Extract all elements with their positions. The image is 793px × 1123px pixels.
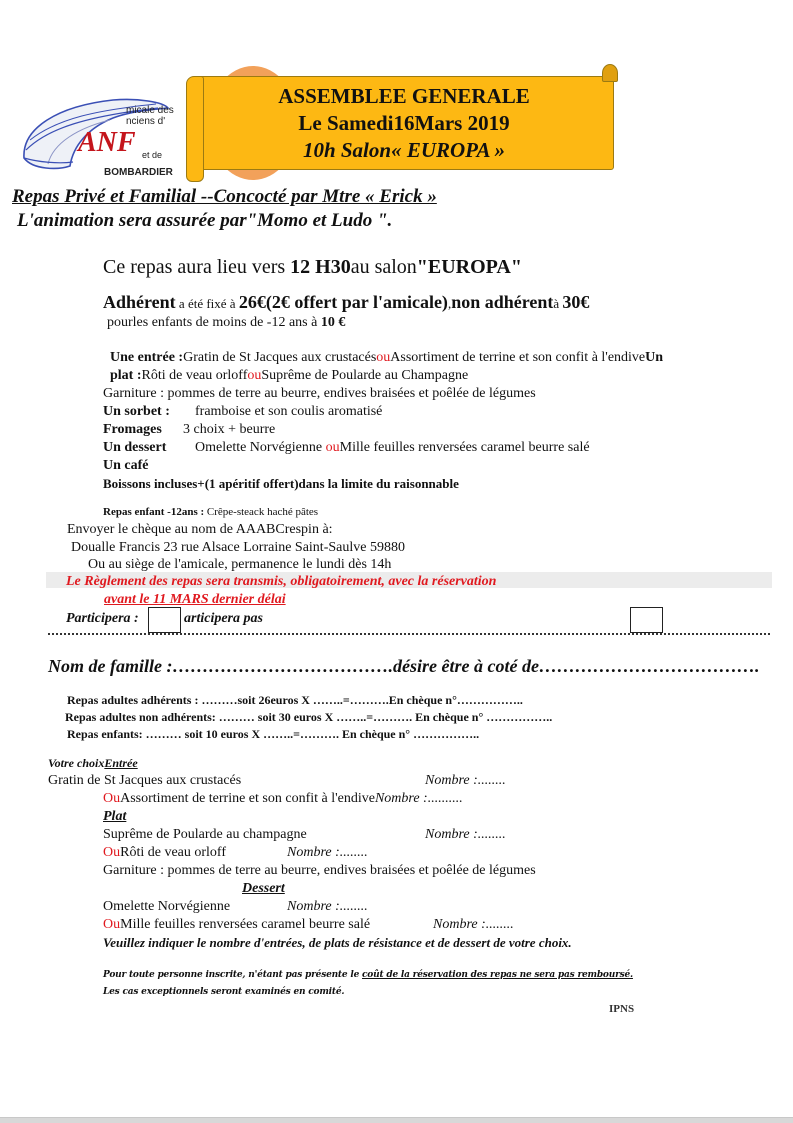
menu-cafe: Un café <box>103 458 149 473</box>
choice-dessert-1-nombre[interactable]: Nombre :........ <box>287 899 368 914</box>
banner-scroll <box>186 60 620 184</box>
choice-plat-1-line <box>103 826 506 843</box>
fromages-value: 3 choix + beurre <box>183 422 276 437</box>
choice-heading-line <box>48 756 138 771</box>
family-name-line <box>48 656 759 677</box>
or-text: ou <box>376 350 391 365</box>
participate-no-checkbox[interactable] <box>630 607 663 633</box>
choice-heading: Votre choix <box>48 756 105 770</box>
ou-text: Ou <box>103 917 121 932</box>
banner-title: ASSEMBLEE GENERALE <box>278 84 530 108</box>
banner-place: 10h Salon« EUROPA » <box>302 138 506 162</box>
notice-line-1-start: Pour toute personne inscrite, n'étant pas présente le <box>103 970 363 980</box>
near-field[interactable]: ………………………………. <box>538 656 760 676</box>
logo-line-3: et de <box>142 150 163 160</box>
choice-plat-1-nombre[interactable]: Nombre :........ <box>425 827 506 842</box>
form-row-adherents[interactable]: Repas adultes adhérents : ………soit 26euros X ……..=……….En chèque n°…………….. <box>67 693 523 707</box>
notice-line-2: Les cas exceptionnels seront examinés en comité. <box>103 987 345 997</box>
children-price-line <box>107 314 345 331</box>
or-text: ou <box>247 368 262 383</box>
plat-label-part2: plat : <box>110 368 142 383</box>
plat-option-1: Rôti de veau orloff <box>141 368 248 383</box>
dessert-option-1: Omelette Norvégienne <box>195 440 326 455</box>
entree-option-2: Assortiment de terrine et son confit à l'endive <box>390 350 646 365</box>
dessert-heading: Dessert <box>242 881 285 896</box>
location-middle: au salon <box>350 256 417 278</box>
menu-entree-line <box>110 349 663 366</box>
payment-line-2: Doualle Francis 23 rue Alsace Lorraine Saint-Saulve 59880 <box>71 540 405 555</box>
page-bottom-edge <box>0 1117 793 1123</box>
children-text: pourles enfants de moins de -12 ans à <box>107 315 321 330</box>
family-name-field[interactable]: Nom de famille :………………………………. <box>48 656 393 676</box>
form-row-enfants[interactable]: Repas enfants: ……… soit 10 euros X ……..=………. En chèque n° …………….. <box>67 727 480 741</box>
scroll-right-roll-icon <box>602 64 618 82</box>
participate-yes-label: Participera : <box>66 611 139 626</box>
pricing-line <box>103 292 589 314</box>
entree-option-1: Gratin de St Jacques aux crustacés <box>183 350 377 365</box>
separator-dotted-line <box>48 633 770 635</box>
plat-heading: Plat <box>103 809 127 824</box>
choice-dessert-2-nombre[interactable]: Nombre :........ <box>433 917 514 932</box>
logo-brand: ANF <box>78 127 136 158</box>
adherent-price: 26€(2€ offert par l'amicale) <box>238 292 448 312</box>
menu-fromages-line <box>103 421 275 438</box>
fixed-text: a été fixé à <box>175 296 239 311</box>
logo-line-1: micale des <box>126 105 174 116</box>
payment-line-1: Envoyer le chèque au nom de AAABCrespin à: <box>67 522 333 537</box>
choice-plat-2-nombre[interactable]: Nombre :........ <box>287 845 368 860</box>
sorbet-value: framboise et son coulis aromatisé <box>195 404 383 419</box>
sorbet-label: Un sorbet : <box>103 404 170 419</box>
choice-plat-2: Rôti de veau orloff <box>120 845 227 860</box>
choice-entree-1-nombre[interactable]: Nombre :........ <box>425 773 506 788</box>
menu-plat-line <box>110 367 468 384</box>
choice-entree-1: Gratin de St Jacques aux crustacés <box>48 773 242 788</box>
participate-yes-checkbox[interactable] <box>148 607 181 633</box>
intro-headline: Repas Privé et Familial --Concocté par Mtre « Erick » <box>12 186 437 207</box>
non-adherent-price: 30€ <box>562 292 590 312</box>
choice-dessert-1: Omelette Norvégienne <box>103 899 231 914</box>
notice-line-1-underlined: coût de la réservation des repas ne sera pas remboursé. <box>362 970 633 980</box>
choice-instruction: Veuillez indiquer le nombre d'entrées, de plats de résistance et de dessert de votre choix. <box>103 935 572 950</box>
plat-label-part1: Un <box>645 350 664 365</box>
dessert-label: Un dessert <box>103 440 167 455</box>
logo-amicale-anf-bombardier <box>18 88 178 183</box>
form-row-non-adherents[interactable]: Repas adultes non adhérents: ……… soit 30 euros X ……..=………. En chèque n° …………….. <box>65 710 553 724</box>
choice-dessert-2-line <box>103 916 514 933</box>
menu-sorbet-line <box>103 403 382 420</box>
adherent-label: Adhérent <box>103 292 176 312</box>
participate-no-label: articipera pas <box>184 611 263 626</box>
ou-text: Ou <box>103 845 121 860</box>
location-prefix: Ce repas aura lieu vers <box>103 256 291 278</box>
logo-line-2: nciens d' <box>126 116 166 127</box>
choice-entree-2-nombre[interactable]: Nombre :.......... <box>374 791 463 806</box>
banner-date: Le Samedi16Mars 2019 <box>298 111 510 135</box>
payment-warning-2: avant le 11 MARS dernier délai <box>104 592 286 607</box>
entree-label: Une entrée : <box>110 350 184 365</box>
children-meal-value: Crêpe-steack haché pâtes <box>206 506 319 518</box>
notice-line-1 <box>103 969 633 981</box>
location-line <box>103 255 522 279</box>
plat-option-2: Suprême de Poularde au Champagne <box>261 368 469 383</box>
payment-line-3: Ou au siège de l'amicale, permanence le lundi dès 14h <box>88 557 392 572</box>
children-meal-label: Repas enfant -12ans : <box>103 506 207 518</box>
choice-entree-2: Assortiment de terrine et son confit à l'endive <box>120 791 375 806</box>
choice-plat-1: Suprême de Poularde au champagne <box>103 827 307 842</box>
non-adherent-label: non adhérent <box>451 292 554 312</box>
menu-boissons: Boissons incluses+(1 apéritif offert)dans la limite du raisonnable <box>103 476 459 491</box>
near-label: désire être à coté de <box>392 656 539 676</box>
choice-entree-1-line <box>48 772 506 789</box>
logo-line-4: BOMBARDIER <box>104 167 173 178</box>
payment-warning-1: Le Règlement des repas sera transmis, obligatoirement, avec la réservation <box>66 574 497 589</box>
choice-garniture: Garniture : pommes de terre au beurre, endives braisées et poêlée de légumes <box>103 863 536 878</box>
menu-garniture: Garniture : pommes de terre au beurre, endives braisées et poêlée de légumes <box>103 386 536 401</box>
choice-plat-2-line <box>103 844 368 861</box>
children-meal-line <box>103 505 318 519</box>
banner-body <box>194 76 614 170</box>
choice-dessert-1-line <box>103 898 368 915</box>
children-price: 10 € <box>320 315 346 330</box>
ipns-label: IPNS <box>609 1003 635 1015</box>
pricing-comma: , <box>447 296 452 311</box>
scroll-left-roll-icon <box>186 76 204 182</box>
dessert-option-2: Mille feuilles renversées caramel beurre salé <box>339 440 590 455</box>
choice-entree-2-line <box>103 790 463 807</box>
a-text: à <box>553 296 563 311</box>
choice-dessert-2: Mille feuilles renversées caramel beurre salé <box>120 917 371 932</box>
menu-dessert-line <box>103 439 590 456</box>
entree-heading: Entrée <box>104 756 138 770</box>
ou-text: Ou <box>103 791 121 806</box>
location-venue: "EUROPA" <box>416 256 522 278</box>
fromages-label: Fromages <box>103 422 162 437</box>
or-text: ou <box>325 440 340 455</box>
intro-animation: L'animation sera assurée par"Momo et Ludo ". <box>17 210 393 231</box>
location-time: 12 H30 <box>290 256 351 278</box>
